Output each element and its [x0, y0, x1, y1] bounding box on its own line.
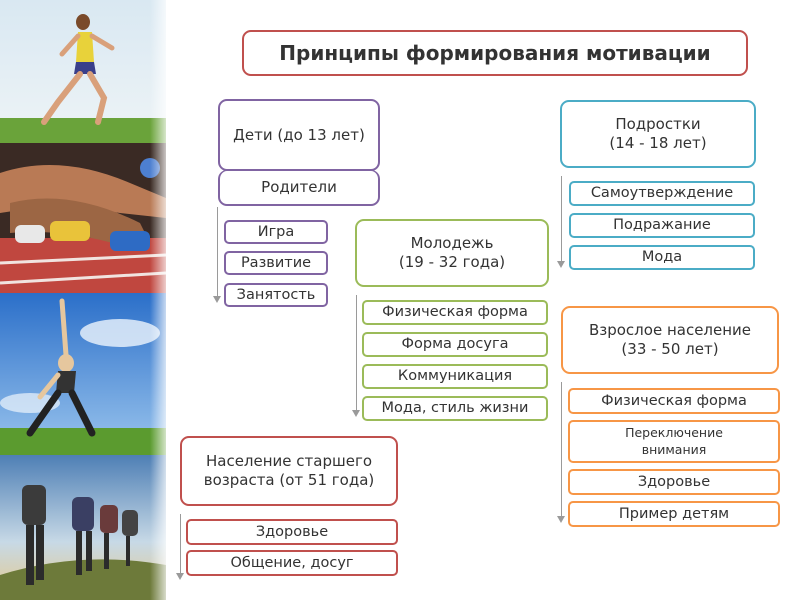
children-item: Игра: [224, 220, 328, 244]
teens-header-line: (14 - 18 лет): [609, 134, 707, 152]
youth-item: Форма досуга: [362, 332, 548, 357]
teens-arrow-icon: [557, 261, 565, 268]
children-sub: [218, 170, 380, 206]
adults-header-line: (33 - 50 лет): [621, 340, 719, 358]
seniors-item: Общение, досуг: [186, 550, 398, 576]
runner-photo: [0, 0, 166, 143]
teens-item: Мода: [569, 245, 755, 270]
youth-item: Физическая форма: [362, 300, 548, 325]
teens-item: Подражание: [569, 213, 755, 238]
youth-header-line: (19 - 32 года): [398, 253, 506, 271]
seniors-item: Здоровье: [186, 519, 398, 545]
seniors-header-line: Население старшего: [205, 452, 373, 471]
adults-item: Пример детям: [568, 501, 780, 527]
children-item: Развитие: [224, 251, 328, 275]
hikers-photo: [0, 455, 166, 600]
adults-header-line: Взрослое население: [588, 321, 752, 340]
children-item: Занятость: [224, 283, 328, 307]
children-connector: [217, 207, 218, 297]
photo-fade-edge: [150, 0, 172, 600]
adults-header: [561, 306, 779, 374]
sprint-start-photo: [0, 143, 166, 293]
adults-connector: [561, 382, 562, 517]
youth-arrow-icon: [352, 410, 360, 417]
adults-item: [568, 420, 780, 463]
youth-connector: [356, 295, 357, 411]
seniors-header-line: возраста (от 51 года): [203, 471, 375, 489]
teens-connector: [561, 176, 562, 262]
children-header-text: Дети (до 13 лет): [233, 125, 365, 144]
page-title: Принципы формирования мотивации: [242, 30, 748, 76]
adults-item: Физическая форма: [568, 388, 780, 414]
adults-item-text: Переключение внимания: [625, 424, 723, 457]
seniors-header: [180, 436, 398, 506]
seniors-connector: [180, 514, 181, 574]
teens-item: Самоутверждение: [569, 181, 755, 206]
youth-item: Мода, стиль жизни: [362, 396, 548, 421]
youth-item: Коммуникация: [362, 364, 548, 389]
children-arrow-icon: [213, 296, 221, 303]
adults-arrow-icon: [557, 516, 565, 523]
seniors-arrow-icon: [176, 573, 184, 580]
stretching-photo: [0, 293, 166, 455]
adults-item: Здоровье: [568, 469, 780, 495]
children-header: [218, 99, 380, 171]
children-sub-text: Родители: [261, 178, 337, 197]
youth-header-line: Молодежь: [410, 234, 494, 253]
youth-header: [355, 219, 549, 287]
teens-header: [560, 100, 756, 168]
teens-header-line: Подростки: [615, 115, 701, 134]
